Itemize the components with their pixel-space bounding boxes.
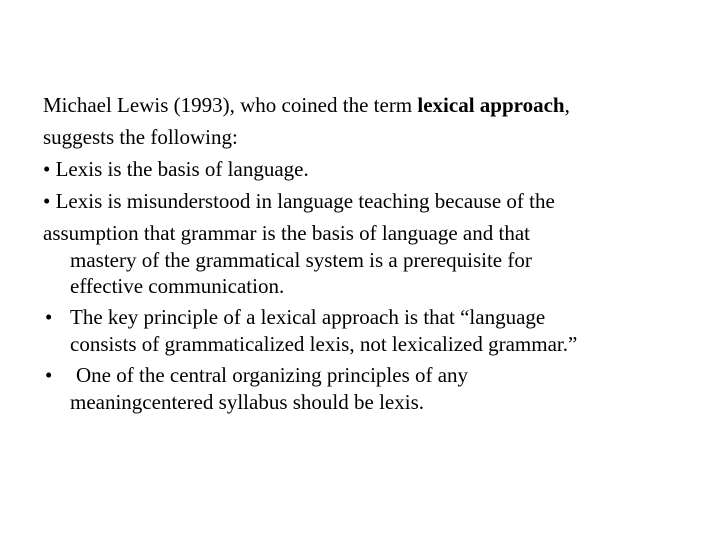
list-item xyxy=(43,189,555,213)
intro-text: Michael Lewis (1993), who coined the term xyxy=(43,93,418,117)
list-item-text: The key principle of a lexical approach is that “language xyxy=(70,305,546,329)
list-item-text: effective communication. xyxy=(70,274,285,298)
intro-line-1 xyxy=(43,93,570,117)
list-item xyxy=(43,157,309,181)
list-item-text: assumption that grammar is the basis of language and that xyxy=(43,221,530,245)
list-item-text: mastery of the grammatical system is a prerequisite for xyxy=(70,248,532,272)
lexical-approach-term: lexical approach xyxy=(417,93,565,117)
bullet-icon: • xyxy=(45,363,53,387)
list-item-text: Lexis is misunderstood in language teaching because of the xyxy=(55,189,555,213)
list-item-text: consists of grammaticalized lexis, not lexicalized grammar.” xyxy=(70,332,578,356)
list-item-text: meaningcentered syllabus should be lexis. xyxy=(70,390,424,414)
list-item-text: One of the central organizing principles of any xyxy=(76,363,469,387)
bullet-icon: • xyxy=(45,305,53,329)
intro-line-2: suggests the following: xyxy=(43,125,238,149)
list-item-text: Lexis is the basis of language. xyxy=(55,157,309,181)
list-item-bullet xyxy=(45,363,52,387)
bullet-icon: • xyxy=(43,189,51,213)
intro-comma: , xyxy=(564,93,570,117)
bullet-icon: • xyxy=(43,157,51,181)
list-item-bullet xyxy=(45,305,52,329)
